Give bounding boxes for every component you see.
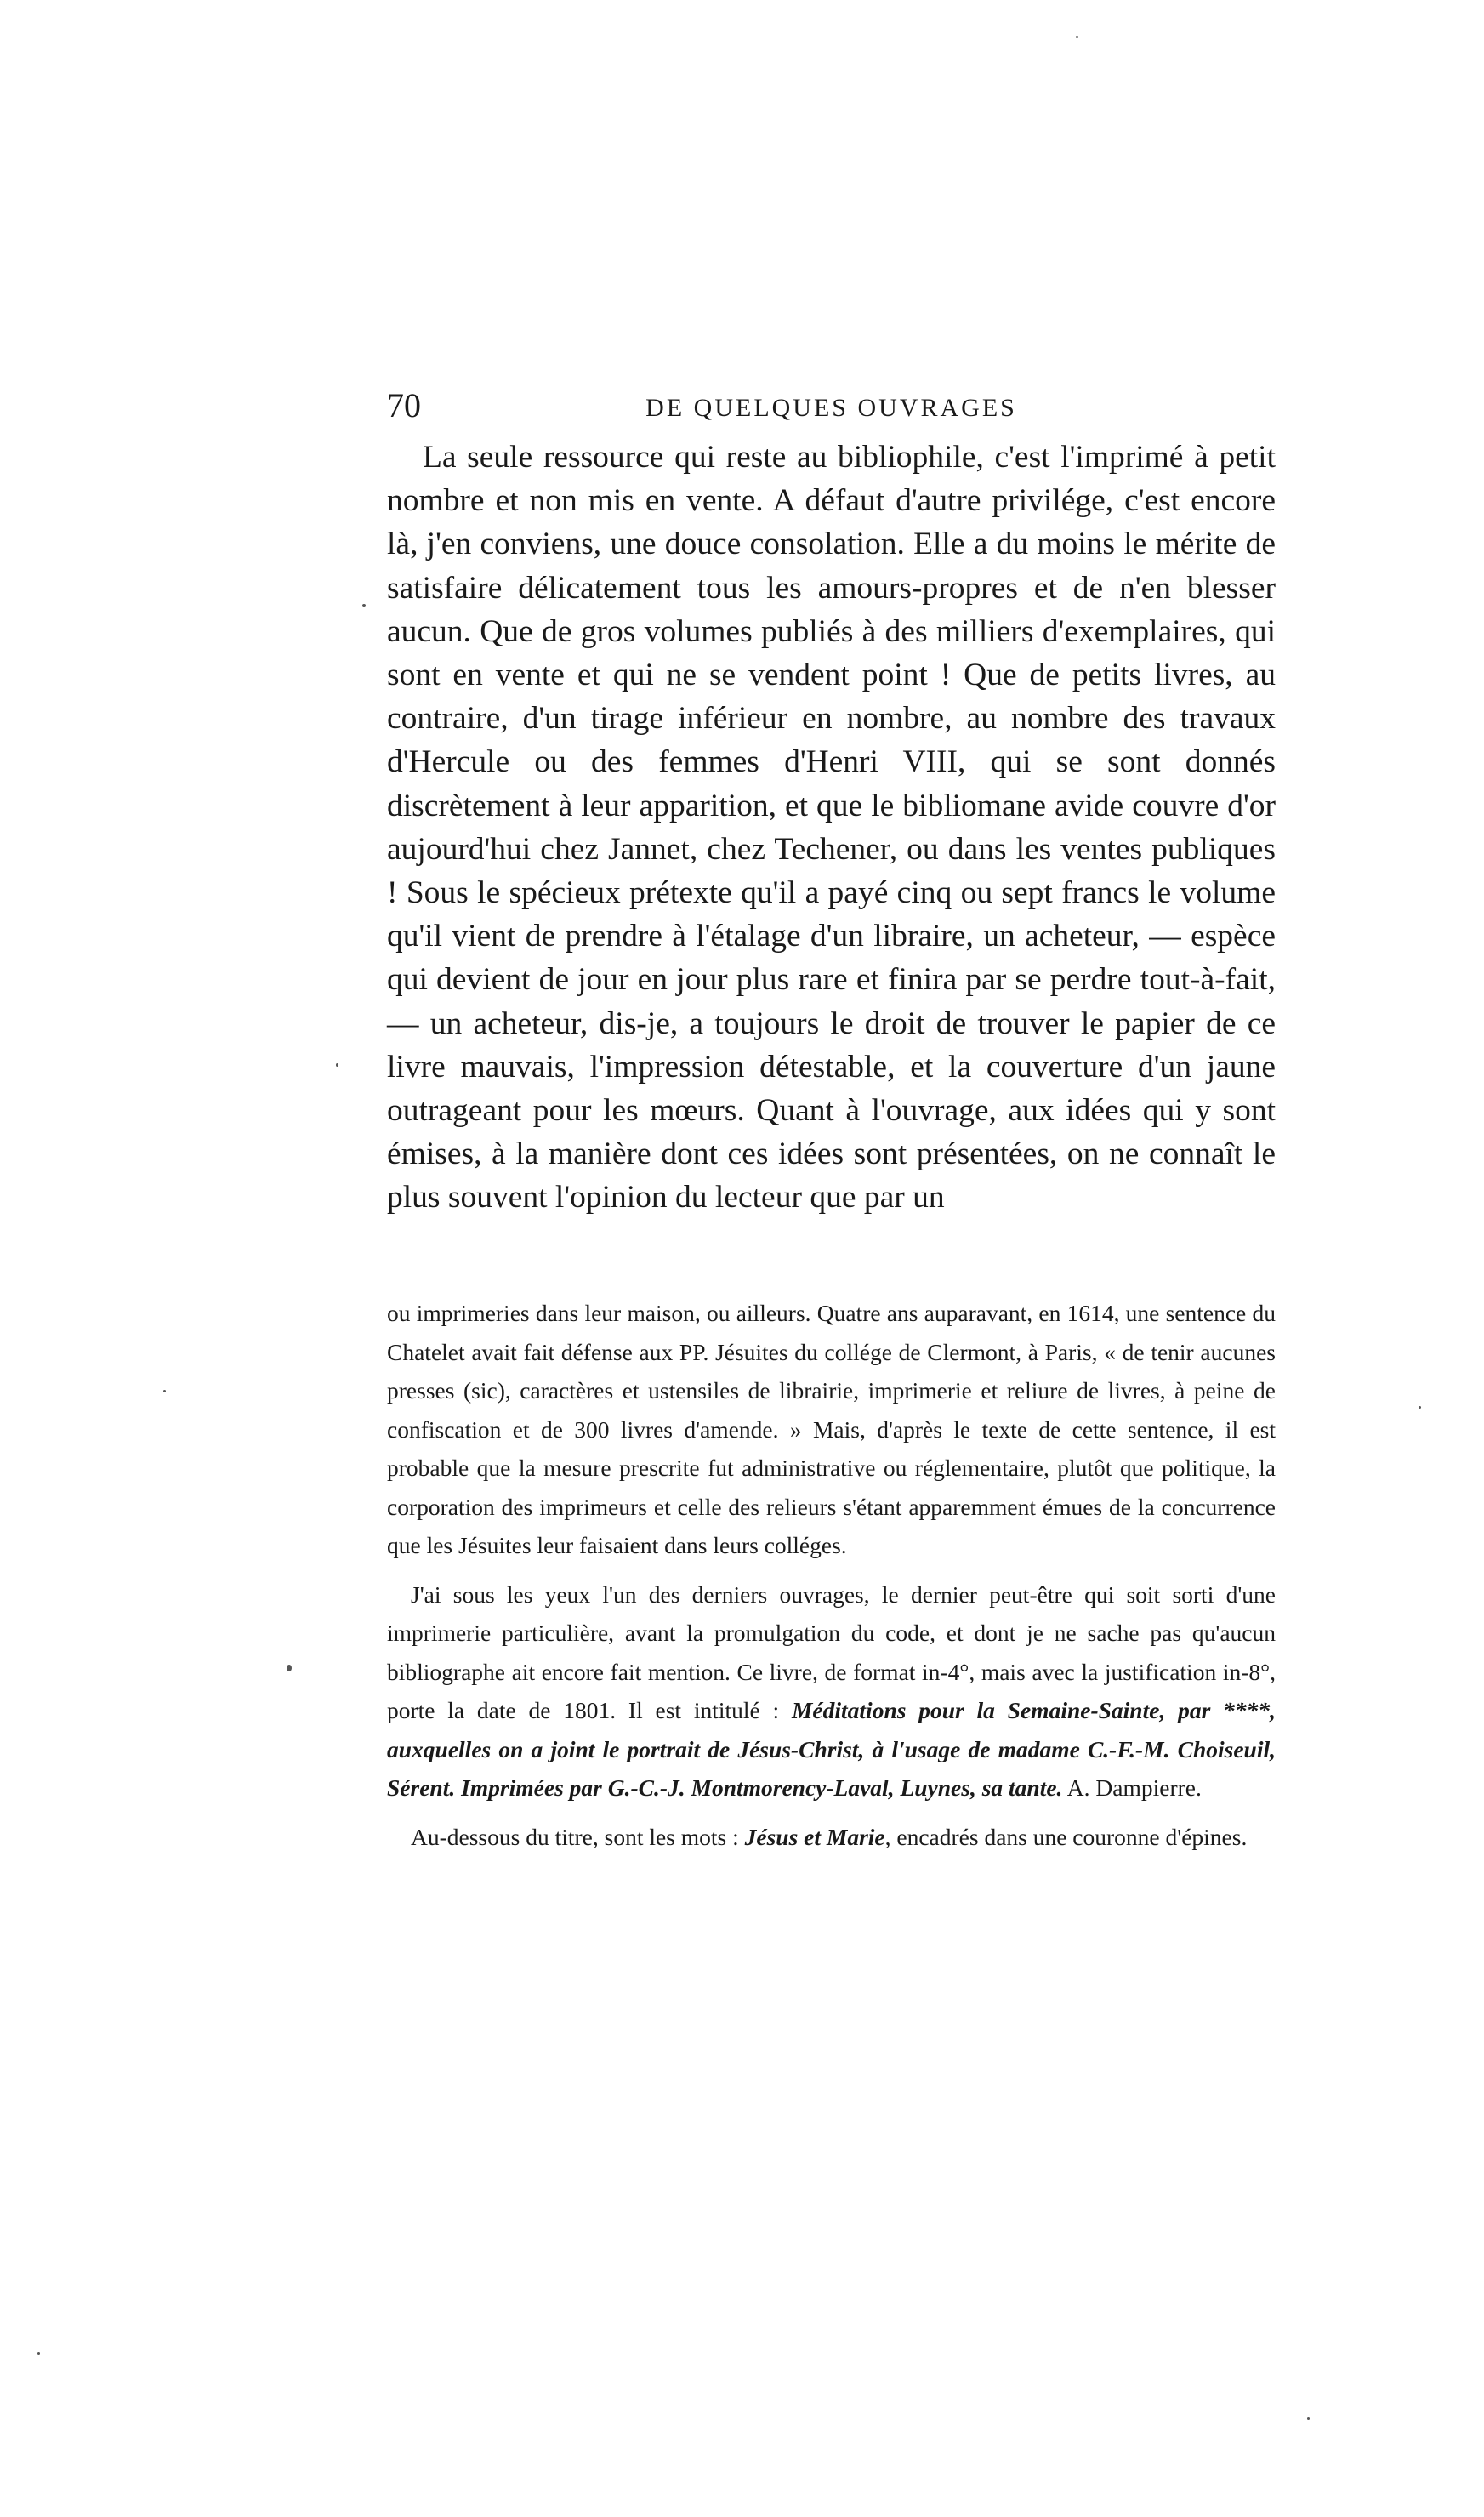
scan-speck bbox=[336, 1063, 338, 1067]
footnote-text: , encadrés dans une couronne d'épines. bbox=[884, 1823, 1248, 1850]
footnote-paragraph bbox=[387, 1575, 1276, 1808]
footnote-paragraph: ou imprimeries dans leur maison, ou ailleurs. Quatre ans auparavant, en 1614, une sentence du Chatelet avait fait défense aux PP. Jésuites du collége de Clermont, à Paris, « de tenir aucunes presses (sic), caractères et ustensiles de librairie, imprimerie et reliure de livres, à peine de confiscation et de 300 livres d'amende. » Mais, d'après le texte de cette sentence, il est probable que la mesure prescrite fut administrative ou réglementaire, plutôt que politique, la corporation des imprimeurs et celle des relieurs s'étant apparemment émues de la concurrence que les Jésuites leur faisaient dans leurs colléges. bbox=[387, 1300, 1276, 1558]
scan-speck bbox=[362, 604, 366, 607]
footnote-text: A. Dampierre. bbox=[1062, 1774, 1202, 1801]
scan-speck bbox=[1076, 36, 1078, 38]
scan-speck bbox=[163, 1390, 166, 1392]
motto: Jésus et Marie bbox=[744, 1823, 885, 1850]
running-head: DE QUELQUES OUVRAGES bbox=[645, 394, 1017, 422]
footnote-text: Au-dessous du titre, sont les mots : bbox=[411, 1823, 745, 1850]
footnotes bbox=[387, 1294, 1276, 1856]
footnote-paragraph bbox=[387, 1818, 1276, 1857]
scan-speck bbox=[287, 1665, 292, 1671]
scan-speck bbox=[37, 2352, 40, 2355]
page-header bbox=[387, 384, 1276, 427]
main-paragraph: La seule ressource qui reste au bibliophile, c'est l'imprimé à petit nombre et non mis en vente. A défaut d'autre privilége, c'est encore là, j'en conviens, une douce consolation. Elle a du moins le mérite de satisfaire délicatement tous les amours-propres et de n'en blesser aucun. Que de gros volumes publiés à des milliers d'exemplaires, qui sont en vente et qui ne se vendent point ! Que de petits livres, au contraire, d'un tirage inférieur en nombre, au nombre des travaux d'Hercule ou des femmes d'Henri VIII, qui se sont donnés discrètement à leur apparition, et que le bibliomane avide couvre d'or aujourd'hui chez Jannet, chez Techener, ou dans les ventes publiques ! Sous le spécieux prétexte qu'il a payé cinq ou sept francs le volume qu'il vient de prendre à l'étalage d'un libraire, un acheteur, — espèce qui devient de jour en jour plus rare et finira par se perdre tout-à-fait, — un acheteur, dis-je, a toujours le droit de trouver le papier de ce livre mauvais, l'impression détestable, et la couverture d'un jaune outrageant pour les mœurs. Quant à l'ouvrage, aux idées qui y sont émises, à la manière dont ces idées sont présentées, on ne connaît le plus souvent l'opinion du lecteur que par un bbox=[387, 440, 1276, 1216]
book-title: Méditations pour la Semaine-Sainte, par ****, auxquelles on a joint le portrait de Jésus-Christ, à l'usage de madame C.-F.-M. Choiseuil, Sérent. Imprimées par G.-C.-J. Montmorency-Laval, Luynes, sa tante. bbox=[387, 1697, 1276, 1801]
scan-speck bbox=[1307, 2417, 1310, 2420]
footnote-text: J'ai sous les yeux l'un des derniers ouvrages, le dernier peut-être qui soit sorti d'une imprimerie particulière, avant la promulgation du code, et dont je ne sache pas qu'aucun bibliographe ait encore fait mention. Ce livre, de format in-4°, mais avec la justification in-8°, porte la date de 1801. Il est intitulé : bbox=[387, 1580, 1276, 1723]
scan-speck bbox=[1419, 1406, 1421, 1409]
page-number: 70 bbox=[387, 386, 421, 424]
